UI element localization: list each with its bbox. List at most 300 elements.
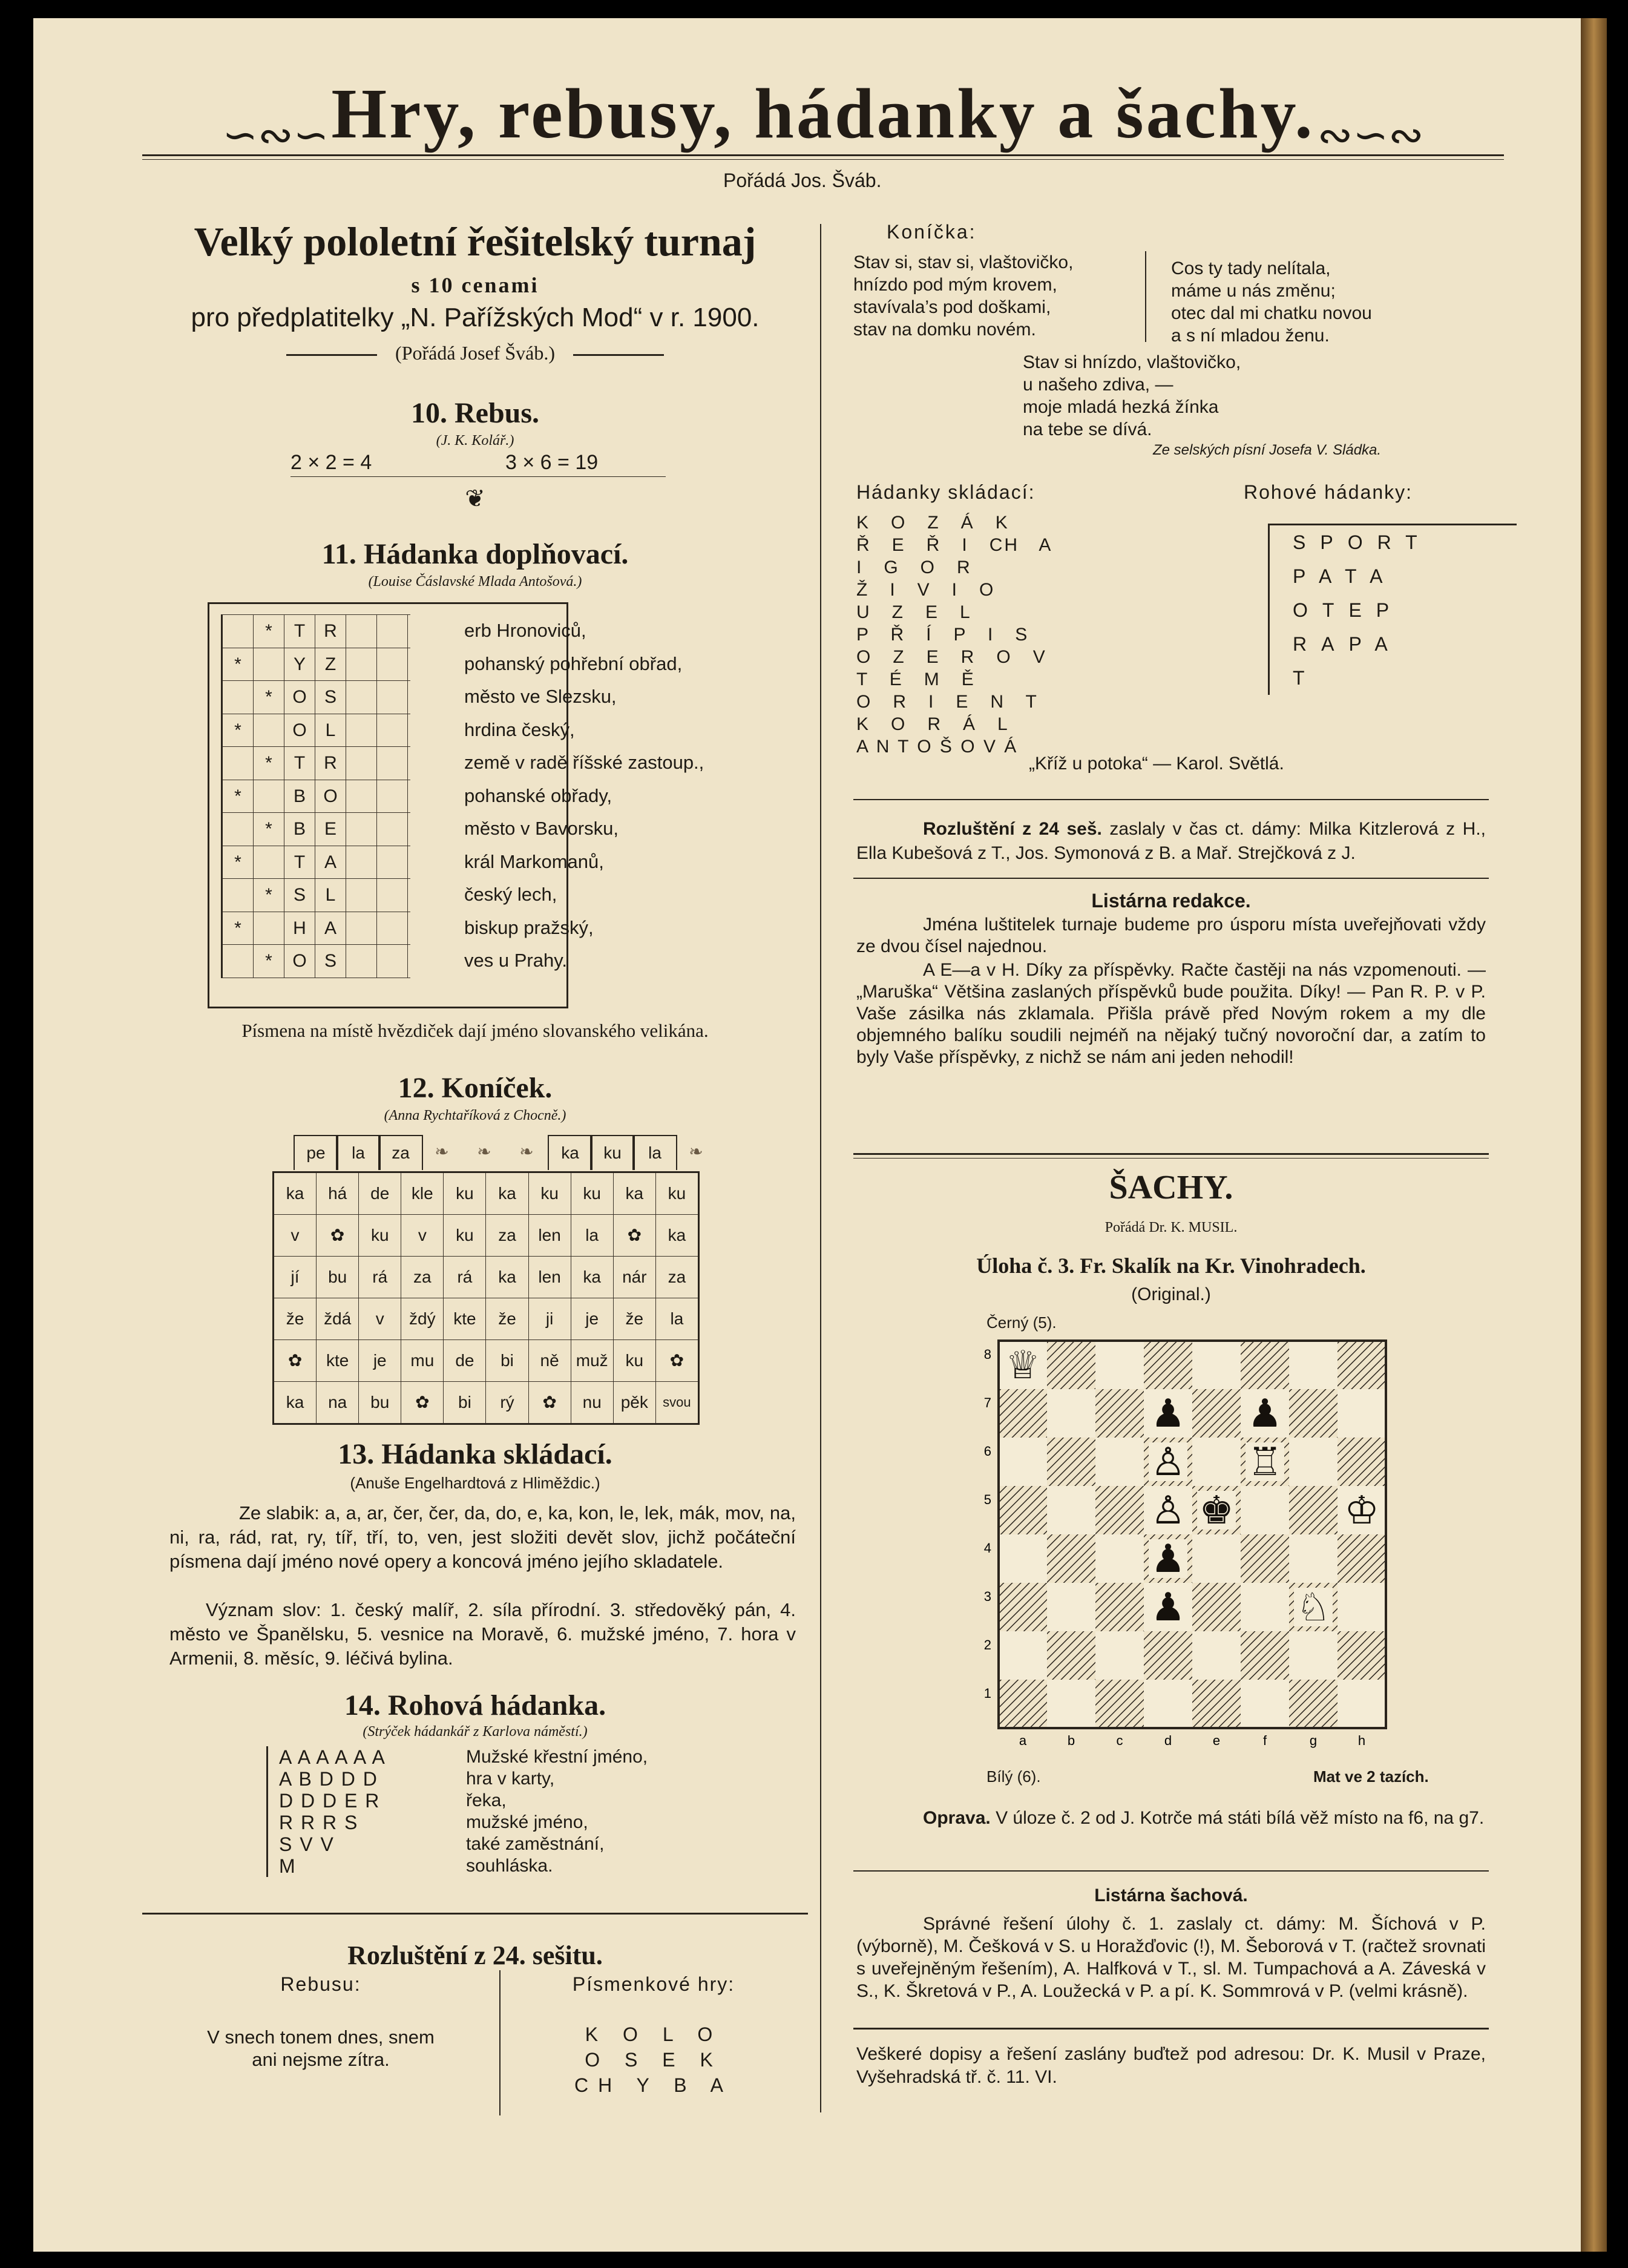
puzzle12-cell: kte <box>317 1340 359 1381</box>
listarna-p1: Jména luštitelek turnaje budeme pro úsporu místa uveřejňovati vždy ze dvou čísel najednou. <box>856 915 1486 956</box>
puzzle11-cell <box>223 813 254 846</box>
solutions24-title: Rozluštění z 24. sešitu. <box>347 1941 603 1970</box>
puzzle12-cell: bu <box>359 1382 401 1423</box>
puzzle12-cell: na <box>317 1382 359 1423</box>
puzzle11-clue: král Markomanů, <box>464 850 604 872</box>
poem-line: u našeho zdiva, — <box>1023 375 1173 395</box>
chess-organizer: Pořádá Dr. K. MUSIL. <box>1104 1220 1238 1235</box>
skladaci-row: A N T O Š O V Á <box>856 737 1019 757</box>
puzzle11-cell: R <box>315 615 346 648</box>
left-ornament-icon: ∽∾∽ <box>222 112 329 159</box>
puzzle12-row <box>274 1298 698 1340</box>
board-square <box>1241 1583 1289 1631</box>
poem-line: stav na domku novém. <box>853 320 1036 340</box>
puzzle11-cell: B <box>284 813 315 846</box>
puzzle12-cell: v <box>359 1298 401 1339</box>
puzzle14-grid <box>266 1746 448 1877</box>
puzzle11-author: (Louise Čáslavské Mlada Antošová.) <box>368 574 582 590</box>
letter-row: O S E K <box>585 2049 723 2071</box>
tournament-line3: pro předplatitelky „N. Pařížských Mod“ v r. 1900. <box>191 303 760 332</box>
skladaci-row: K O R Á L <box>856 714 1009 734</box>
rank-label: 8 <box>983 1347 991 1362</box>
board-square <box>1289 1438 1338 1486</box>
rebus10-eq1: 2 × 2 = 4 <box>290 451 372 474</box>
rebus10-eq2: 3 × 6 = 19 <box>505 451 599 474</box>
board-square <box>1047 1389 1095 1438</box>
puzzle11-cell: E <box>315 813 346 846</box>
puzzle11-cell: T <box>284 747 315 780</box>
puzzle11-cell <box>346 879 377 912</box>
header <box>142 73 1504 163</box>
konicka-col3 <box>1023 351 1241 441</box>
poem-line: moje mladá hezká žínka <box>1023 397 1219 417</box>
chess-address: Veškeré dopisy a řešení zaslány buďtež pod adresou: Dr. K. Musil v Praze, Vyšehradská tř. č. 11. VI. <box>856 2044 1486 2087</box>
puzzle11-cell: * <box>254 747 284 780</box>
header-organizer: Pořádá Jos. Šváb. <box>723 169 882 191</box>
puzzle11-cell: H <box>284 912 315 945</box>
board-square <box>1241 1534 1289 1583</box>
chess-piece-icon: ♟ <box>1247 1392 1282 1436</box>
puzzle11-cell: A <box>315 846 346 879</box>
board-square <box>1241 1680 1289 1728</box>
puzzle11-cell: O <box>315 780 346 813</box>
puzzle12-cell: ✿ <box>529 1382 571 1423</box>
puzzle12-cell: za <box>668 1267 686 1286</box>
puzzle12-cell: svou <box>663 1395 691 1410</box>
puzzle11-cell <box>377 747 408 780</box>
puzzle12-cell: rá <box>359 1257 401 1298</box>
puzzle12-cell: ku <box>614 1340 656 1381</box>
right-rule-5 <box>853 1870 1489 1872</box>
puzzle11-row <box>223 912 410 945</box>
file-label: g <box>1309 1733 1318 1748</box>
skladaci-row: Ž I V I O <box>856 580 996 600</box>
board-square <box>1192 1631 1241 1680</box>
board-square <box>1047 1583 1095 1631</box>
puzzle12-cell: ji <box>529 1298 571 1339</box>
puzzle12-cell: rý <box>486 1382 528 1423</box>
puzzle12-cell: bi <box>444 1382 486 1423</box>
chess-piece-icon: ♙ <box>1150 1488 1186 1533</box>
skladaci-row: O R I E N T <box>856 692 1039 712</box>
puzzle12-cell: ku <box>529 1173 571 1214</box>
puzzle12-cell: v <box>274 1215 317 1256</box>
puzzle14-clue: řeka, <box>466 1790 507 1810</box>
chess-listarna-title: Listárna šachová. <box>1094 1885 1248 1905</box>
rohove-row: RAPA <box>1293 633 1402 655</box>
puzzle12-cell: ✿ <box>274 1340 317 1381</box>
puzzle12-cell: v <box>401 1215 444 1256</box>
puzzle13-text2: Význam slov: 1. český malíř, 2. síla přírodní. 3. středověký pán, 4. město ve Španělsku, 5. vesnice na Moravě, 6. mužské jméno, 7. hora v Armenii, 8. měsíc, 9. léčivá bylina. <box>169 1599 796 1669</box>
puzzle11-cell <box>377 945 408 978</box>
board-square <box>1241 1341 1289 1389</box>
puzzle11-clue: erb Hronoviců, <box>464 620 586 641</box>
board-square <box>1047 1341 1095 1389</box>
tournament-subtitle: s 10 cenami <box>411 273 539 297</box>
puzzle11-row <box>223 681 410 714</box>
file-label: b <box>1067 1733 1075 1748</box>
chess-piece-icon: ♟ <box>1150 1392 1186 1436</box>
puzzle13-title: 13. Hádanka skládací. <box>338 1438 612 1470</box>
puzzle12-cell: že <box>274 1298 317 1339</box>
puzzle11-cell: Y <box>284 648 315 681</box>
letter-row: K O L O <box>585 2023 723 2045</box>
rank-label: 4 <box>983 1540 991 1556</box>
puzzle11-cell <box>223 681 254 714</box>
file-label: a <box>1019 1733 1027 1748</box>
skladaci-answer: „Kříž u potoka“ — Karol. Světlá. <box>1029 754 1284 774</box>
board-square <box>1192 1389 1241 1438</box>
puzzle12-row <box>274 1382 698 1423</box>
chess-mate: Mat ve 2 tazích. <box>1313 1767 1429 1786</box>
rohove-grid <box>1268 524 1517 695</box>
chess-problem: Úloha č. 3. Fr. Skalík na Kr. Vinohradech. <box>976 1254 1366 1278</box>
board-square <box>1192 1438 1241 1486</box>
board-square <box>1289 1680 1338 1728</box>
puzzle11-cell: * <box>254 615 284 648</box>
rank-label: 2 <box>983 1637 991 1652</box>
skladaci-row: K O Z Á K <box>856 513 1009 533</box>
board-square <box>1338 1341 1386 1389</box>
puzzle11-cell: * <box>223 780 254 813</box>
puzzle12-author: (Anna Rychtaříková z Chocně.) <box>384 1108 566 1123</box>
puzzle12-top-cell: ku <box>590 1135 635 1170</box>
skladaci-row: U Z E L <box>856 602 972 622</box>
solutions24-rebus-text2: ani nejsme zítra. <box>252 2049 390 2070</box>
puzzle11-cell: * <box>223 648 254 681</box>
listarna-p2: A E—a v H. Díky za příspěvky. Račte častěji na nás vzpomenouti. — „Maruška“ Většina zaslaných příspěvků bude použita. Díky! — Pan R. P. v P. Vaše zásilka nás zklamala. Přišla právě před Novým rokem a my dle objemného balíku soudili nejméň na nějaký tučný novoroční dar, a zatím to byly Vaše příspěvky, z nichž se nám ani jeden nehodil! <box>856 960 1486 1067</box>
puzzle12-cell: ka <box>486 1257 528 1298</box>
puzzle11-cell <box>223 879 254 912</box>
puzzle12-top-cell: la <box>336 1135 381 1170</box>
board-square <box>1095 1438 1144 1486</box>
board-square <box>1338 1583 1386 1631</box>
puzzle12-cell: za <box>401 1257 444 1298</box>
board-square <box>999 1680 1047 1728</box>
right-rule-1 <box>853 799 1489 800</box>
puzzle14-clue: Mužské křestní jméno, <box>466 1747 648 1767</box>
puzzle11-cell <box>377 681 408 714</box>
puzzle11-cell <box>346 714 377 747</box>
ornament-icon: ❧ <box>435 1142 449 1161</box>
rohove-row: SPORT <box>1293 531 1432 553</box>
solved-by-text: zaslaly v čas ct. dámy: Milka Kitzlerová z H., Ella Kubešová z T., Jos. Symonová z B. a Mař. Strejčková z J. <box>856 819 1486 863</box>
board-square <box>1095 1534 1144 1583</box>
puzzle11-cell: * <box>254 945 284 978</box>
puzzle11-cell <box>377 615 408 648</box>
scorpion-ornament-icon: ❦ <box>465 485 485 512</box>
board-square <box>1289 1631 1338 1680</box>
puzzle12-cell: ka <box>274 1173 317 1214</box>
header-rule <box>142 154 1504 156</box>
board-square <box>1047 1631 1095 1680</box>
board-square <box>999 1389 1047 1438</box>
rebus10-rule <box>290 476 666 477</box>
puzzle12-top-cell: pe <box>294 1135 338 1170</box>
puzzle11-cell <box>377 780 408 813</box>
chess-title: ŠACHY. <box>1109 1169 1233 1206</box>
board-square <box>1095 1680 1144 1728</box>
puzzle11-cell <box>346 648 377 681</box>
rebus10-title: 10. Rebus. <box>410 397 540 429</box>
board-square <box>1241 1631 1289 1680</box>
puzzle11-cell: L <box>315 714 346 747</box>
board-square <box>999 1631 1047 1680</box>
chess-oprava-lead: Oprava. <box>923 1808 991 1828</box>
puzzle11-row <box>223 780 410 814</box>
chessboard <box>974 1338 1398 1761</box>
puzzle11-cell <box>346 780 377 813</box>
puzzle11-clues <box>464 614 704 978</box>
board-square <box>1047 1486 1095 1534</box>
puzzle12-top-cell: ka <box>548 1135 592 1170</box>
konicka-source: Ze selských písní Josefa V. Sládka. <box>1153 442 1382 458</box>
tournament-organizer <box>142 342 808 364</box>
puzzle11-cell: O <box>284 681 315 714</box>
puzzle12-cell: ku <box>359 1215 401 1256</box>
chess-oprava-text: V úloze č. 2 od J. Kotrče má státi bílá věž místo na f6, na g7. <box>996 1808 1485 1828</box>
puzzle11-cell <box>346 813 377 846</box>
rohove-row: PATA <box>1293 565 1397 587</box>
rohove-row: T <box>1293 667 1319 689</box>
puzzle14-clue: souhláska. <box>466 1856 553 1876</box>
puzzle12-cell: ka <box>614 1173 656 1214</box>
tournament-organizer-text: (Pořádá Josef Šváb.) <box>395 342 555 364</box>
solutions24-letter-rows <box>502 2022 805 2098</box>
board-square <box>1095 1583 1144 1631</box>
puzzle11-cell: S <box>284 879 315 912</box>
poem-line: a s ní mladou ženu. <box>1171 326 1330 346</box>
ornament-icon: ❧ <box>519 1142 534 1161</box>
puzzle14-row: D D D E R <box>279 1790 381 1812</box>
puzzle11-cell <box>254 780 284 813</box>
page <box>33 18 1607 2252</box>
puzzle13-author: (Anuše Engelhardtová z Hliměždic.) <box>350 1474 600 1492</box>
puzzle11-cell: * <box>223 912 254 945</box>
puzzle11-cell <box>346 747 377 780</box>
puzzle12-top-row <box>272 1135 703 1171</box>
puzzle12-top-cell: la <box>632 1135 677 1170</box>
right-rule-4 <box>853 1158 1489 1159</box>
puzzle11-cell <box>377 846 408 879</box>
poem-line: Stav si, stav si, vlaštovičko, <box>853 252 1074 272</box>
puzzle11-cell <box>223 747 254 780</box>
page-title: Hry, rebusy, hádanky a šachy. <box>331 74 1315 153</box>
puzzle12-top-cell: za <box>378 1135 423 1170</box>
puzzle12-cell: bi <box>486 1340 528 1381</box>
puzzle12-cell: rá <box>444 1257 486 1298</box>
board-square <box>1144 1341 1192 1389</box>
right-rule-3 <box>853 1153 1489 1155</box>
puzzle12-cell: kte <box>444 1298 486 1339</box>
puzzle11-cell <box>346 945 377 978</box>
puzzle11-cell <box>254 648 284 681</box>
chess-piece-icon: ♚ <box>1199 1488 1234 1533</box>
rebus10-author: (J. K. Kolář.) <box>436 433 514 449</box>
puzzle14-row: A A A A A A <box>279 1746 386 1768</box>
puzzle14-author: (Strýček hádankář z Karlova náměstí.) <box>363 1724 588 1740</box>
puzzle11-clue: země v radě říšské zastoup., <box>464 752 704 773</box>
puzzle11-cell <box>377 714 408 747</box>
solutions-top-rule <box>142 1913 808 1915</box>
puzzle11-cell: T <box>284 846 315 879</box>
solved-by <box>856 817 1486 866</box>
puzzle12-title: 12. Koníček. <box>398 1072 553 1104</box>
puzzle11-row <box>223 813 410 846</box>
chess-original: (Original.) <box>1131 1284 1211 1304</box>
puzzle11-cell: T <box>284 615 315 648</box>
board-square <box>1338 1534 1386 1583</box>
puzzle12-cell: nu <box>571 1382 614 1423</box>
chess-listarna-text: Správné řešení úlohy č. 1. zaslaly ct. dámy: M. Šíchová v P. (výborně), M. Češková v S. u Horažďovic (!), M. Šeborová v T. (račtež srovnati s uveřejněným řešením), A. Halfková v T., sl. M. Tumpachová a A. Záveská v S., K. Škretová v P., A. Loužecká v P. a pí. K. Sommrová v P. (velmi krásně). <box>856 1914 1486 2001</box>
puzzle12-cell: ✿ <box>401 1382 444 1423</box>
board-square <box>1095 1486 1144 1534</box>
board-square <box>999 1486 1047 1534</box>
puzzle11-cell <box>377 912 408 945</box>
board-square <box>1192 1534 1241 1583</box>
puzzle11-cell <box>377 813 408 846</box>
rohove-label: Rohové hádanky: <box>1244 481 1413 503</box>
puzzle12-cell: nár <box>614 1257 656 1298</box>
puzzle14-row: A B D D D <box>279 1768 378 1790</box>
puzzle11-cell: R <box>315 747 346 780</box>
file-label: e <box>1212 1733 1221 1748</box>
listarna-title: Listárna redakce. <box>1091 890 1251 912</box>
puzzle12-cell: ✿ <box>669 1351 684 1370</box>
puzzle13-text1: Ze slabik: a, a, ar, čer, čer, da, do, e, ka, kon, le, lek, mák, mov, na, ni, ra, rád, rat, ry, tíř, tří, to, ven, jest složiti devět slov, jichž počáteční písmena dají jméno nové opery a koncová jméno jejího skladatele. <box>169 1502 796 1572</box>
puzzle11-cell: * <box>254 813 284 846</box>
puzzle12-cell: há <box>317 1173 359 1214</box>
chess-piece-icon: ♟ <box>1150 1585 1186 1630</box>
puzzle12-cell: ka <box>571 1257 614 1298</box>
puzzle14-title: 14. Rohová hádanka. <box>344 1689 606 1721</box>
puzzle12-cell: muž <box>571 1340 614 1381</box>
puzzle11-cell: Z <box>315 648 346 681</box>
puzzle11-cell <box>346 681 377 714</box>
board-square <box>1338 1438 1386 1486</box>
puzzle11-note: Písmena na místě hvězdiček dají jméno slovanského velikána. <box>241 1020 709 1041</box>
board-square <box>1144 1680 1192 1728</box>
board-square <box>1289 1486 1338 1534</box>
puzzle11-cell <box>346 846 377 879</box>
column-divider <box>820 224 821 2112</box>
puzzle11-cell: L <box>315 879 346 912</box>
puzzle12-cell: kle <box>401 1173 444 1214</box>
chess-white-label: Bílý (6). <box>986 1767 1041 1786</box>
puzzle12-cell: bu <box>317 1257 359 1298</box>
puzzle11-clue: biskup pražský, <box>464 916 594 938</box>
puzzle11-row <box>223 615 410 648</box>
puzzle11-cell <box>377 879 408 912</box>
right-rule-2 <box>853 878 1489 879</box>
puzzle12-cell: je <box>359 1340 401 1381</box>
board-square <box>1289 1341 1338 1389</box>
chess-piece-icon: ♘ <box>1296 1585 1331 1630</box>
board-square <box>1241 1486 1289 1534</box>
skladaci-row: I G O R <box>856 557 972 577</box>
puzzle12-cell: ka <box>274 1382 317 1423</box>
puzzle11-row <box>223 945 410 978</box>
puzzle12-cell: pěk <box>614 1382 656 1423</box>
puzzle14-clues <box>466 1746 648 1877</box>
board-square <box>1338 1389 1386 1438</box>
rohove-row: OTEP <box>1293 599 1404 621</box>
puzzle12-cell: len <box>529 1257 571 1298</box>
chess-piece-icon: ♙ <box>1150 1440 1186 1485</box>
puzzle12-cell: ✿ <box>614 1215 656 1256</box>
skladaci-label: Hádanky skládací: <box>856 481 1036 503</box>
skladaci-row: P Ř Í P I S <box>856 625 1029 645</box>
rank-label: 7 <box>983 1395 991 1410</box>
file-label: c <box>1116 1733 1123 1748</box>
board-square <box>1338 1631 1386 1680</box>
puzzle12-cell: že <box>486 1298 528 1339</box>
puzzle11-clue: hrdina český, <box>464 718 575 740</box>
skladaci-grid <box>856 511 1165 758</box>
poem-line: hnízdo pod mým krovem, <box>853 275 1057 295</box>
puzzle11-cell <box>254 846 284 879</box>
ornament-icon: ❧ <box>477 1142 491 1161</box>
solutions24-rebus-text1: V snech tonem dnes, snem <box>207 2026 435 2048</box>
chess-black-label: Černý (5). <box>986 1313 1057 1332</box>
puzzle11-row <box>223 846 410 879</box>
board-square <box>1144 1631 1192 1680</box>
rank-label: 6 <box>983 1444 991 1459</box>
board-square <box>999 1438 1047 1486</box>
binding-spine <box>1581 18 1607 2252</box>
puzzle11-row <box>223 747 410 780</box>
puzzle14-clue: také zaměstnání, <box>466 1834 605 1854</box>
puzzle12-row <box>274 1340 698 1382</box>
rank-label: 3 <box>983 1589 991 1604</box>
puzzle11-cell: * <box>254 681 284 714</box>
puzzle11-clue: město ve Slezsku, <box>464 686 617 707</box>
board-square <box>1289 1389 1338 1438</box>
puzzle12-cell: ku <box>668 1184 686 1203</box>
puzzle11-row <box>223 648 410 682</box>
board-square <box>1338 1680 1386 1728</box>
puzzle12-cell: za <box>486 1215 528 1256</box>
puzzle12-cell: mu <box>401 1340 444 1381</box>
header-rule-2 <box>142 159 1504 160</box>
board-square <box>1095 1631 1144 1680</box>
konicka-label: Koníčka: <box>887 221 977 243</box>
puzzle12-cell: ku <box>444 1215 486 1256</box>
skladaci-row: Ř E Ř I CH A <box>856 535 1053 555</box>
puzzle11-cell <box>254 912 284 945</box>
file-label: h <box>1357 1733 1366 1748</box>
tournament-title: Velký pololetní řešitelský turnaj <box>194 219 757 265</box>
solved-by-lead: Rozluštění z 24 seš. <box>923 819 1102 839</box>
board-square <box>1047 1438 1095 1486</box>
chess-piece-icon: ♔ <box>1344 1488 1379 1533</box>
board-square <box>1047 1534 1095 1583</box>
puzzle12-cell: ka <box>668 1226 686 1244</box>
board-square <box>1289 1534 1338 1583</box>
puzzle11-cell: * <box>254 879 284 912</box>
puzzle11-clue: český lech, <box>464 884 557 905</box>
solutions-divider <box>499 1970 501 2115</box>
puzzle12-cell: ku <box>444 1173 486 1214</box>
puzzle11-cell: S <box>315 681 346 714</box>
solutions24-letter-label: Písmenkové hry: <box>572 1973 735 1995</box>
poem-line: Cos ty tady nelítala, <box>1171 258 1331 278</box>
puzzle11-cell: A <box>315 912 346 945</box>
puzzle11-row <box>223 879 410 912</box>
puzzle12-cell: de <box>359 1173 401 1214</box>
puzzle11-clue: město v Bavorsku, <box>464 818 619 839</box>
puzzle11-cell <box>223 615 254 648</box>
